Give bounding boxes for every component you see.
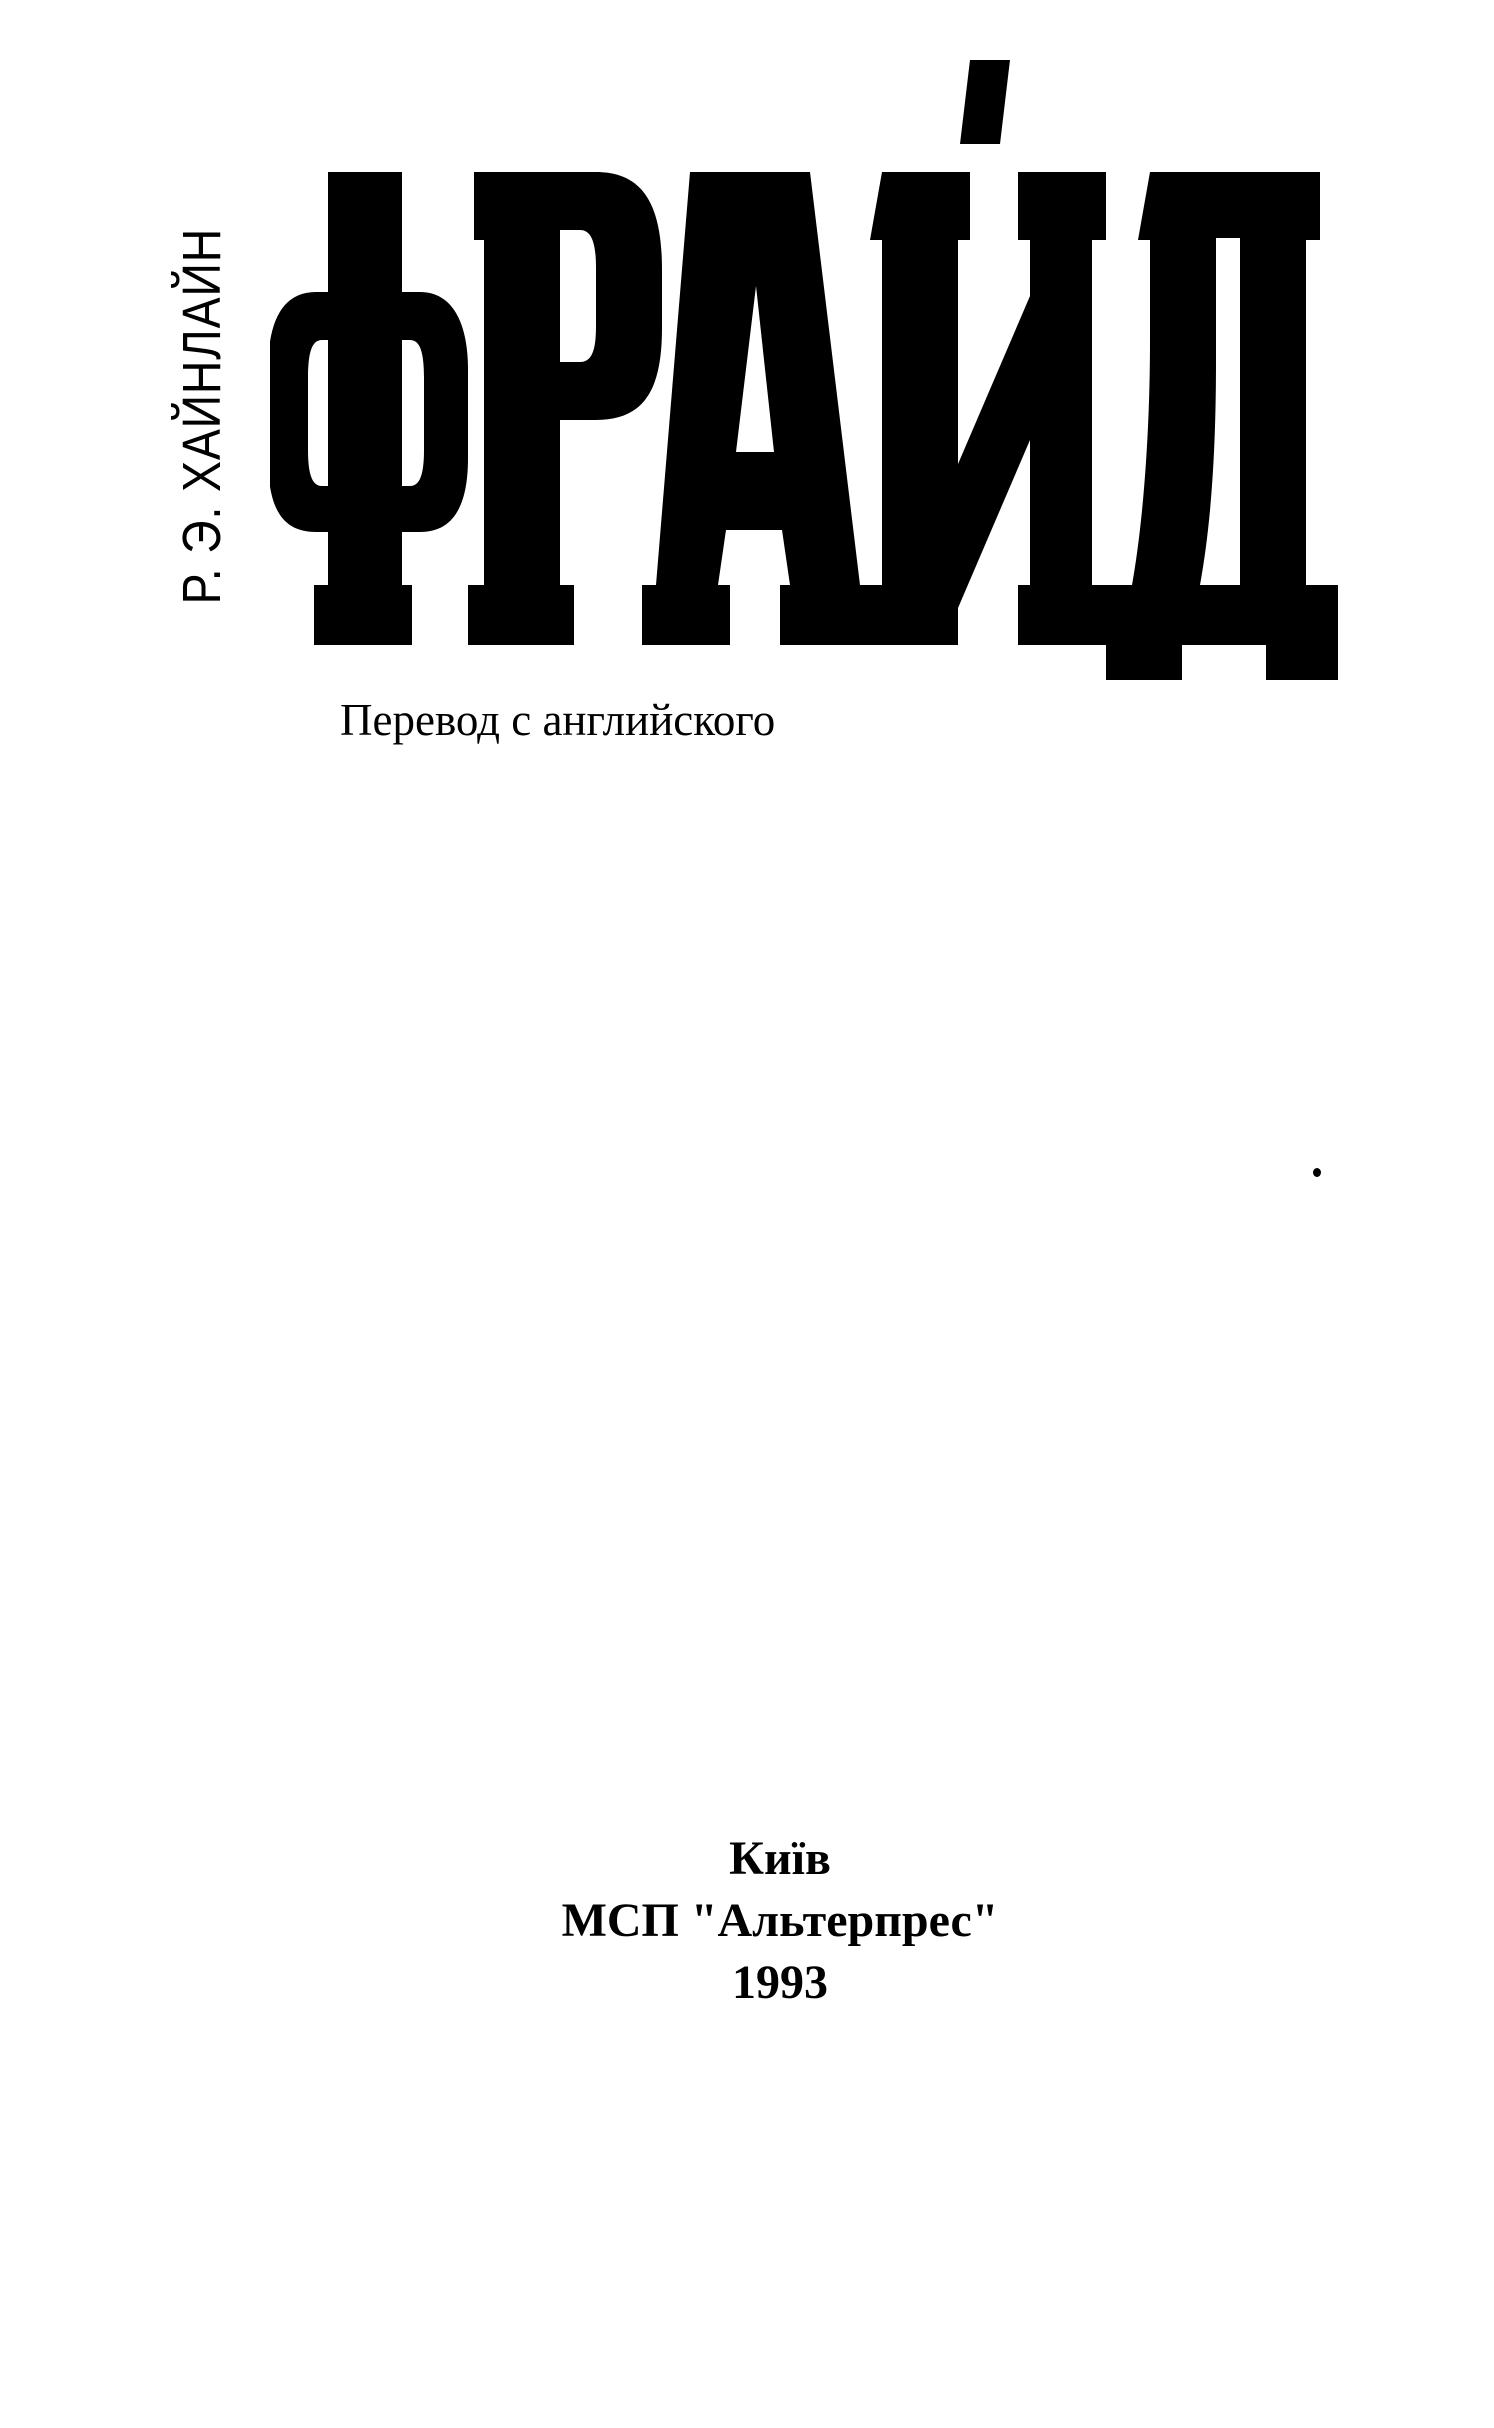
title-letter-i-short-accent [960, 60, 1010, 144]
book-title-lettering [270, 60, 1340, 680]
title-letter-i-short [870, 172, 1106, 645]
imprint-year: 1993 [732, 1956, 828, 2009]
imprint-publisher: МСП "Альтерпрес" [561, 1894, 999, 1947]
title-letter-f [270, 172, 468, 645]
book-title [270, 60, 1340, 680]
author-name-vertical [172, 162, 232, 670]
translation-note: Перевод с английского [340, 695, 776, 745]
author-name-text: Р. Э. ХАЙНЛАЙН [172, 227, 232, 605]
imprint-city: Київ [729, 1832, 831, 1885]
title-letter-d [1106, 172, 1338, 680]
title-letter-a [642, 172, 874, 645]
imprint-block [400, 1828, 1160, 2014]
title-letter-r [468, 172, 662, 645]
print-speck [1313, 1168, 1321, 1177]
author-name [172, 162, 232, 670]
